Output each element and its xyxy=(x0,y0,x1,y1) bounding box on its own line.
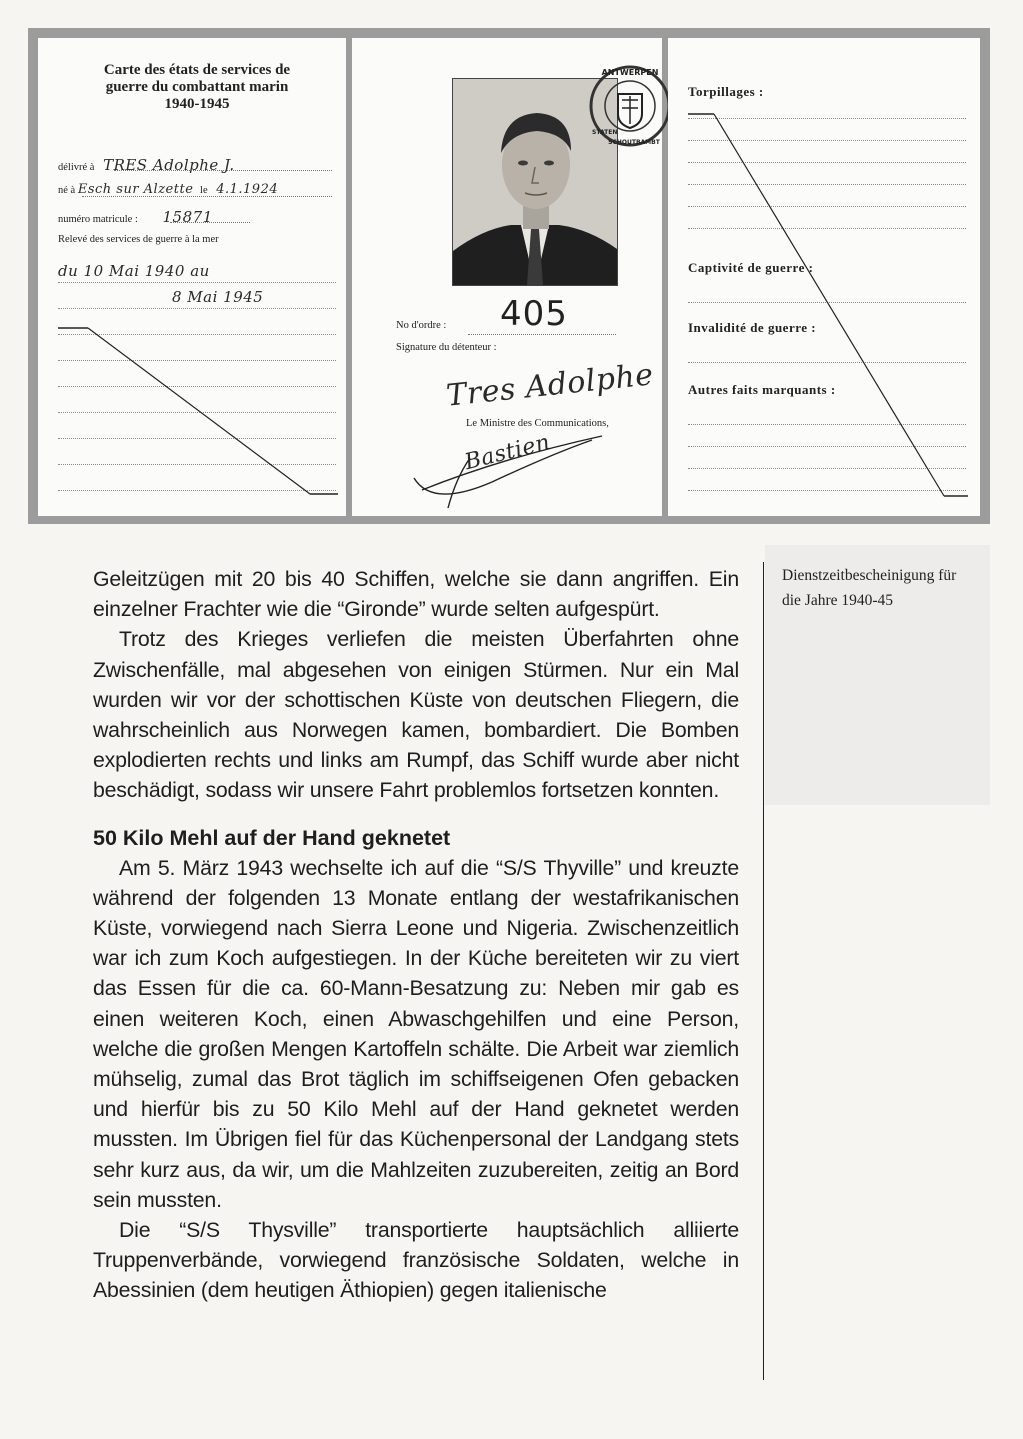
born-on-value: 4.1.1924 xyxy=(216,182,279,197)
born-on-label: le xyxy=(200,185,208,196)
section-heading: 50 Kilo Mehl auf der Hand geknetet xyxy=(93,825,451,850)
card-title-line-1: Carte des états de services de xyxy=(103,62,291,78)
article-paragraph-1: Geleitzügen mit 20 bis 40 Schiffen, welche sie dann angriffen. Ein einzelner Frachter wie die “Gironde” wurde selten aufgespürt. xyxy=(93,567,739,622)
service-period-line-2: 8 Mai 1945 xyxy=(172,288,264,306)
article-body xyxy=(93,564,739,1306)
service-period-line-1: du 10 Mai 1940 au xyxy=(58,262,210,280)
article-paragraph-3: Am 5. März 1943 wechselte ich auf die “S/S Thyville” und kreuzte während der folgenden 13 Monate entlang der westafrikanischen Küste, vorwiegend nach Sierra Leone und Nigeria. Zwischenzeitlich war ich zum Koch aufgestiegen. In der Küche bereiteten wir zu viert das Essen für die ca. 60-Mann-Besatzung zu: Neben mir gab es einen weiteren Koch, einen Abwaschgehilfen und eine Person, welche die großen Mengen Kartoffeln schälte. Die Arbeit war ziemlich mühselig, zumal das Brot täglich im schiffseigenen Ofen gebacken und hierfür bis zu 50 Kilo Mehl auf der Hand geknetet werden mussten. Im Übrigen fiel für das Küchenpersonal der Landgang stets sehr kurz aus, da wir, um die Mahlzeiten zuzubereiten, zeitig an Bord sein mussten. xyxy=(93,855,739,1212)
card-left-panel xyxy=(38,38,346,516)
born-at-label: né à xyxy=(58,185,76,196)
card-title-line-2: guerre du combattant marin xyxy=(105,79,289,95)
service-record-card-scan xyxy=(28,28,990,524)
caption-line-2: die Jahre 1940-45 xyxy=(782,592,894,609)
registration-label: numéro matricule : xyxy=(58,214,138,225)
minister-signature: Bastien xyxy=(462,429,553,476)
stamp-text-side: STATEN xyxy=(592,129,618,136)
card-middle-panel xyxy=(352,38,662,516)
minister-signature-flourish xyxy=(352,38,662,516)
issued-to-label: délivré à xyxy=(58,162,95,173)
card-title-line-3: 1940-1945 xyxy=(164,96,230,112)
registration-value: 15871 xyxy=(162,208,213,226)
invalidity-label: Invalidité de guerre : xyxy=(688,320,817,335)
service-label: Relevé des services de guerre à la mer xyxy=(58,234,219,245)
article-paragraph-2: Trotz des Krieges verliefen die meisten Überfahrten ohne Zwischenfälle, mal abgesehen von einigen Stürmen. Nur ein Mal wurden wir vor der schottischen Küste von deutschen Fliegern, die wahrscheinlich aus Norwegen kamen, bombardiert. Die Bomben explodierten rechts und links am Rumpf, das Schiff wurde aber nicht beschädigt, sodass wir unsere Fahrt problemlos fortsetzen konnten. xyxy=(93,627,739,803)
left-strike-line xyxy=(38,38,346,516)
caption-line-1: Dienstzeitbescheinigung für xyxy=(782,567,957,584)
born-at-value: Esch sur Alzette xyxy=(77,182,194,197)
caption-divider xyxy=(763,562,764,1380)
stamp-text-top: ANTWERPEN xyxy=(601,68,659,77)
figure-caption xyxy=(782,563,992,613)
order-label: No d'ordre : xyxy=(396,320,447,331)
right-strike-line xyxy=(668,38,980,516)
minister-label: Le Ministre des Communications, xyxy=(466,418,609,429)
card-right-panel xyxy=(668,38,980,516)
holder-signature: Tres Adolphe xyxy=(444,357,656,414)
holder-signature-label: Signature du détenteur : xyxy=(396,342,497,353)
order-number: 405 xyxy=(500,294,568,334)
captivity-label: Captivité de guerre : xyxy=(688,260,814,275)
stamp-text-bottom: SCHOUTBAMBT xyxy=(608,139,660,146)
other-facts-label: Autres faits marquants : xyxy=(688,382,836,397)
torpedoings-label: Torpillages : xyxy=(688,84,764,99)
article-paragraph-4: Die “S/S Thysville” transportierte hauptsächlich alliierte Truppenverbände, vorwiegend französische Soldaten, welche in Abessinien (dem heutigen Äthiopien) gegen italienische xyxy=(93,1218,739,1303)
issued-to-value: TRES Adolphe J. xyxy=(103,156,235,174)
